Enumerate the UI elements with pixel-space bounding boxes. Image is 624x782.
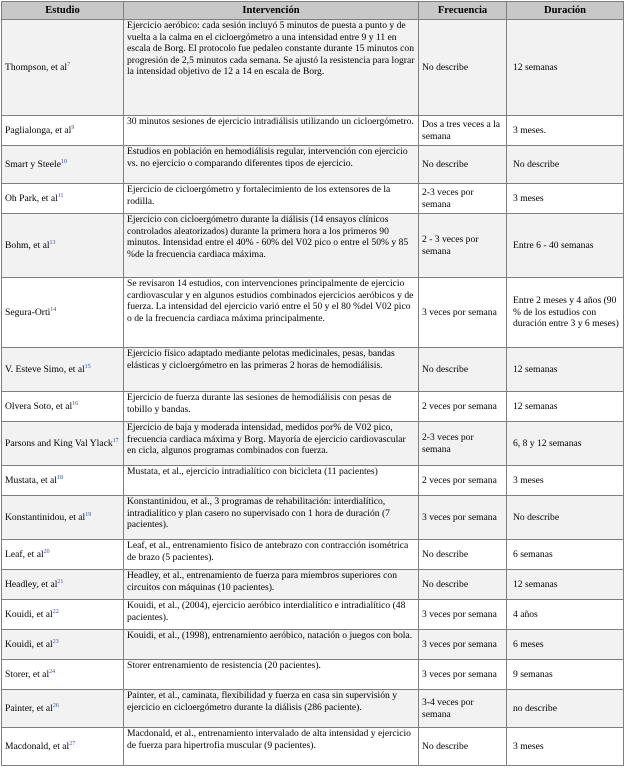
header-duracion: Duración <box>507 2 624 20</box>
table-row <box>2 214 624 278</box>
header-row <box>2 2 624 20</box>
table-row <box>2 392 624 422</box>
cell-duracion <box>507 540 624 570</box>
cell-intervencion-text: 30 minutos sesiones de ejercicio intradiálisis utilizando un cicloergómetro. <box>127 116 414 127</box>
cell-estudio <box>2 570 124 600</box>
cell-estudio-text: Smart y Steele <box>5 158 61 170</box>
cell-frecuencia-text: No describe <box>422 158 469 170</box>
cell-duracion <box>507 422 624 466</box>
table-row <box>2 20 624 116</box>
cell-duracion <box>507 20 624 116</box>
cell-frecuencia <box>419 422 507 466</box>
cell-estudio <box>2 728 124 766</box>
cell-duracion-text: No describe <box>513 511 560 523</box>
cell-intervencion-text: Se revisaron 14 estudios, con intervenciones principalmente de ejercicio cardiovascular y en algunos estudios combinados ejercicios aeróbicos y de fuerza. La intensidad del ejercicio varió entre el 50 y el 80 %del V02 pico o de la frecuencia cardiaca máxima principalmente. <box>127 278 414 324</box>
cell-frecuencia-text: No describe <box>422 578 469 590</box>
cell-estudio-text: Kouidi, et al <box>5 608 53 620</box>
cell-duracion <box>507 600 624 630</box>
cell-frecuencia-text: 3 veces por semana <box>422 306 497 318</box>
cell-intervencion-text: Ejercicio de baja y moderada intensidad, medidos por% de V02 pico, frecuencia cardiaca máxima y Borg. Mayoría de ejercicio cardiovascular en cicla, algunos programas combinados con fuerza. <box>127 422 406 457</box>
cell-estudio-text: Bohm, et al <box>5 239 50 251</box>
table-row <box>2 422 624 466</box>
cell-duracion <box>507 630 624 660</box>
cell-frecuencia-text: 3-4 veces por semana <box>422 696 474 720</box>
cell-duracion <box>507 146 624 184</box>
cell-estudio-text: Thompson, et al <box>5 61 68 73</box>
cell-estudio <box>2 466 124 496</box>
cell-estudio-text: Leaf, et al <box>5 548 44 560</box>
cell-intervencion <box>124 422 419 466</box>
cell-intervencion-text: Ejercicio físico adaptado mediante pelotas medicinales, pesas, bandas elásticas y cicloergómetro en las primeras 2 horas de hemodiálisis. <box>127 348 395 371</box>
table-row <box>2 540 624 570</box>
table-row <box>2 278 624 348</box>
table-row <box>2 466 624 496</box>
cell-estudio <box>2 422 124 466</box>
cell-estudio-text: Paglialonga, et al <box>5 124 72 136</box>
reference-number: 20 <box>43 548 50 555</box>
reference-number: 22 <box>52 608 59 615</box>
cell-intervencion <box>124 214 419 278</box>
cell-duracion-text: 6 semanas <box>513 548 553 560</box>
cell-duracion-text: 3 meses <box>513 192 544 204</box>
table-row <box>2 184 624 214</box>
reference-number: 26 <box>52 702 59 709</box>
reference-number: 10 <box>60 158 67 165</box>
cell-frecuencia-text: 3 veces por semana <box>422 511 497 523</box>
reference-number: 14 <box>50 306 57 313</box>
reference-number: 27 <box>69 740 76 747</box>
cell-estudio-text: V. Esteve Simo, et al <box>5 363 85 375</box>
cell-intervencion-text: Headley, et al., entrenamiento de fuerza para miembros superiores con circuitos con máquinas (10 pacientes). <box>127 570 398 593</box>
cell-intervencion <box>124 600 419 630</box>
cell-estudio <box>2 540 124 570</box>
table-row <box>2 348 624 392</box>
cell-frecuencia <box>419 540 507 570</box>
cell-duracion <box>507 466 624 496</box>
cell-estudio-text: Headley, et al <box>5 578 58 590</box>
reference-number: 21 <box>57 578 64 585</box>
reference-number: 11 <box>57 192 64 199</box>
cell-estudio <box>2 146 124 184</box>
cell-frecuencia-text: 3 veces por semana <box>422 638 497 650</box>
cell-duracion <box>507 392 624 422</box>
cell-estudio <box>2 496 124 540</box>
cell-duracion-text: 3 meses <box>513 740 544 752</box>
cell-frecuencia-text: No describe <box>422 61 469 73</box>
table-row <box>2 690 624 728</box>
table-row <box>2 600 624 630</box>
cell-intervencion-text: Mustata, et al., ejercicio intradialítico con bicicleta (11 pacientes) <box>127 466 378 477</box>
cell-estudio-text: Segura-Orti <box>5 306 51 318</box>
cell-duracion <box>507 690 624 728</box>
cell-duracion-text: 6 meses <box>513 638 544 650</box>
cell-duracion-text: No describe <box>513 158 560 170</box>
cell-frecuencia <box>419 214 507 278</box>
cell-duracion-text: 6, 8 y 12 semanas <box>513 437 582 449</box>
cell-estudio <box>2 184 124 214</box>
cell-frecuencia-text: 2 - 3 veces por semana <box>422 233 479 257</box>
cell-duracion-text: 12 semanas <box>513 578 558 590</box>
cell-intervencion-text: Ejercicio con cicloergómetro durante la diálisis (14 ensayos clínicos controlados aleatorizados) durante la primera hora a los primeros 90 minutos. Intensidad entre el 40% - 60% del V02 pico o entre el 50% y 85 %de la frecuencia cardiaca máxima. <box>127 214 409 260</box>
cell-frecuencia <box>419 392 507 422</box>
cell-intervencion <box>124 496 419 540</box>
reference-number: 13 <box>49 239 56 246</box>
cell-intervencion <box>124 146 419 184</box>
cell-duracion-text: 9 semanas <box>513 668 553 680</box>
cell-intervencion-text: Macdonald, et al., entrenamiento intervalado de alta intensidad y ejercicio de fuerza para hipertrofia muscular (9 pacientes). <box>127 728 411 751</box>
cell-duracion <box>507 214 624 278</box>
cell-estudio-text: Parsons and King Val Ylack <box>5 437 113 449</box>
cell-estudio-text: Konstantinidou, et al <box>5 511 86 523</box>
cell-duracion-text: 12 semanas <box>513 363 558 375</box>
cell-frecuencia-text: 2 veces por semana <box>422 400 497 412</box>
cell-frecuencia-text: 2-3 veces por semana <box>422 431 474 455</box>
cell-estudio-text: Olvera Soto, et al <box>5 400 73 412</box>
cell-intervencion-text: Estudios en población en hemodiálisis regular, intervención con ejercicio vs. no ejercicio o comparando diferentes tipos de ejercicio. <box>127 146 408 169</box>
table-row <box>2 570 624 600</box>
cell-frecuencia <box>419 184 507 214</box>
cell-estudio-text: Kouidi, et al <box>5 638 53 650</box>
cell-intervencion-text: Ejercicio aeróbico: cada sesión incluyó 5 minutos de puesta a punto y de vuelta a la calma en el cicloergómetro a una intensidad entre 9 y 11 en escala de Borg. El protocolo fue pedaleo constante durante 15 minutos con progresión de 2,5 minutos cada semana. Se ajustó la resistencia para lograr la intensidad objetivo de 12 a 14 en escala de Borg. <box>127 20 415 78</box>
cell-frecuencia <box>419 630 507 660</box>
cell-duracion <box>507 496 624 540</box>
table-row <box>2 660 624 690</box>
cell-intervencion <box>124 116 419 146</box>
cell-duracion <box>507 570 624 600</box>
cell-frecuencia-text: No describe <box>422 363 469 375</box>
cell-intervencion-text: Kouidi, et al., (1998), entrenamiento aeróbico, natación o juegos con bola. <box>127 630 413 641</box>
cell-frecuencia-text: 3 veces por semana <box>422 668 497 680</box>
cell-frecuencia-text: No describe <box>422 548 469 560</box>
cell-duracion <box>507 116 624 146</box>
cell-intervencion-text: Ejercicio de cicloergómetro y fortalecimiento de los extensores de la rodilla. <box>127 184 391 207</box>
cell-intervencion-text: Storer entrenamiento de resistencia (20 pacientes). <box>127 660 321 671</box>
cell-frecuencia-text: 2 veces por semana <box>422 474 497 486</box>
table-row <box>2 728 624 766</box>
cell-intervencion <box>124 660 419 690</box>
cell-estudio-text: Storer, et al <box>5 668 50 680</box>
cell-frecuencia <box>419 116 507 146</box>
cell-frecuencia <box>419 496 507 540</box>
reference-number: 18 <box>56 474 63 481</box>
header-frecuencia: Frecuencia <box>419 2 507 20</box>
cell-intervencion <box>124 728 419 766</box>
cell-estudio-text: Painter, et al <box>5 702 53 714</box>
cell-frecuencia <box>419 570 507 600</box>
reference-number: 7 <box>67 61 71 68</box>
cell-duracion <box>507 184 624 214</box>
header-estudio: Estudio <box>2 2 124 20</box>
cell-intervencion-text: Leaf, et al., entrenamiento físico de antebrazo con contracción isométrica de brazo (5 pacientes). <box>127 540 409 563</box>
cell-duracion-text: no describe <box>513 702 557 714</box>
cell-frecuencia-text: 3 veces por semana <box>422 608 497 620</box>
reference-number: 17 <box>112 437 119 444</box>
cell-frecuencia-text: 2-3 veces por semana <box>422 186 474 210</box>
cell-intervencion-text: Konstantinidou, et al., 3 programas de rehabilitación: interdialítico, intradialítico y plan casero no supervisado con 1 hora de duración (7 pacientes). <box>127 496 390 531</box>
cell-frecuencia <box>419 278 507 348</box>
cell-estudio <box>2 690 124 728</box>
cell-estudio <box>2 660 124 690</box>
cell-estudio <box>2 20 124 116</box>
cell-estudio <box>2 278 124 348</box>
reference-number: 9 <box>71 124 75 131</box>
cell-intervencion <box>124 20 419 116</box>
cell-duracion-text: Entre 2 meses y 4 años (90 % de los estudios con duración entre 3 y 6 meses) <box>513 295 619 330</box>
cell-intervencion <box>124 392 419 422</box>
cell-frecuencia <box>419 20 507 116</box>
cell-estudio <box>2 600 124 630</box>
reference-number: 16 <box>72 400 79 407</box>
header-intervencion: Intervención <box>124 2 419 20</box>
cell-intervencion <box>124 348 419 392</box>
cell-intervencion <box>124 630 419 660</box>
reference-number: 24 <box>49 668 56 675</box>
cell-intervencion <box>124 570 419 600</box>
cell-duracion-text: 3 meses <box>513 474 544 486</box>
cell-duracion-text: 12 semanas <box>513 61 558 73</box>
cell-estudio <box>2 116 124 146</box>
cell-estudio <box>2 392 124 422</box>
cell-intervencion <box>124 540 419 570</box>
cell-frecuencia <box>419 466 507 496</box>
cell-intervencion-text: Ejercicio de fuerza durante las sesiones de hemodiálisis con pesas de tobillo y bandas. <box>127 392 392 415</box>
cell-estudio <box>2 348 124 392</box>
cell-duracion-text: 4 años <box>513 608 538 620</box>
cell-intervencion <box>124 690 419 728</box>
cell-frecuencia <box>419 660 507 690</box>
cell-estudio-text: Macdonald, et al <box>5 740 70 752</box>
cell-duracion <box>507 348 624 392</box>
table-body <box>2 20 624 766</box>
reference-number: 19 <box>85 511 92 518</box>
cell-estudio-text: Oh Park, et al <box>5 192 58 204</box>
table-row <box>2 116 624 146</box>
studies-table <box>1 1 624 766</box>
cell-frecuencia <box>419 600 507 630</box>
table-row <box>2 630 624 660</box>
cell-intervencion <box>124 184 419 214</box>
cell-intervencion <box>124 466 419 496</box>
cell-duracion <box>507 728 624 766</box>
cell-duracion-text: 3 meses. <box>513 124 547 136</box>
cell-intervencion <box>124 278 419 348</box>
cell-duracion <box>507 660 624 690</box>
table-row <box>2 146 624 184</box>
cell-frecuencia <box>419 728 507 766</box>
cell-frecuencia <box>419 690 507 728</box>
table-row <box>2 496 624 540</box>
cell-intervencion-text: Painter, et al., caminata, flexibilidad y fuerza en casa sin supervisión y ejercicio en cicloergómetro durante la diálisis (286 paciente). <box>127 690 398 713</box>
cell-duracion <box>507 278 624 348</box>
reference-number: 23 <box>52 638 59 645</box>
cell-frecuencia <box>419 348 507 392</box>
cell-duracion-text: 12 semanas <box>513 400 558 412</box>
cell-estudio <box>2 214 124 278</box>
cell-frecuencia-text: Dos a tres veces a la semana <box>422 118 501 142</box>
cell-frecuencia <box>419 146 507 184</box>
cell-estudio <box>2 630 124 660</box>
cell-duracion-text: Entre 6 - 40 semanas <box>513 239 594 251</box>
cell-frecuencia-text: No describe <box>422 740 469 752</box>
reference-number: 15 <box>84 363 91 370</box>
cell-intervencion-text: Kouidi, et al., (2004), ejercicio aeróbico interdialítico e intradialítico (48 pacientes). <box>127 600 406 623</box>
cell-estudio-text: Mustata, et al <box>5 474 57 486</box>
